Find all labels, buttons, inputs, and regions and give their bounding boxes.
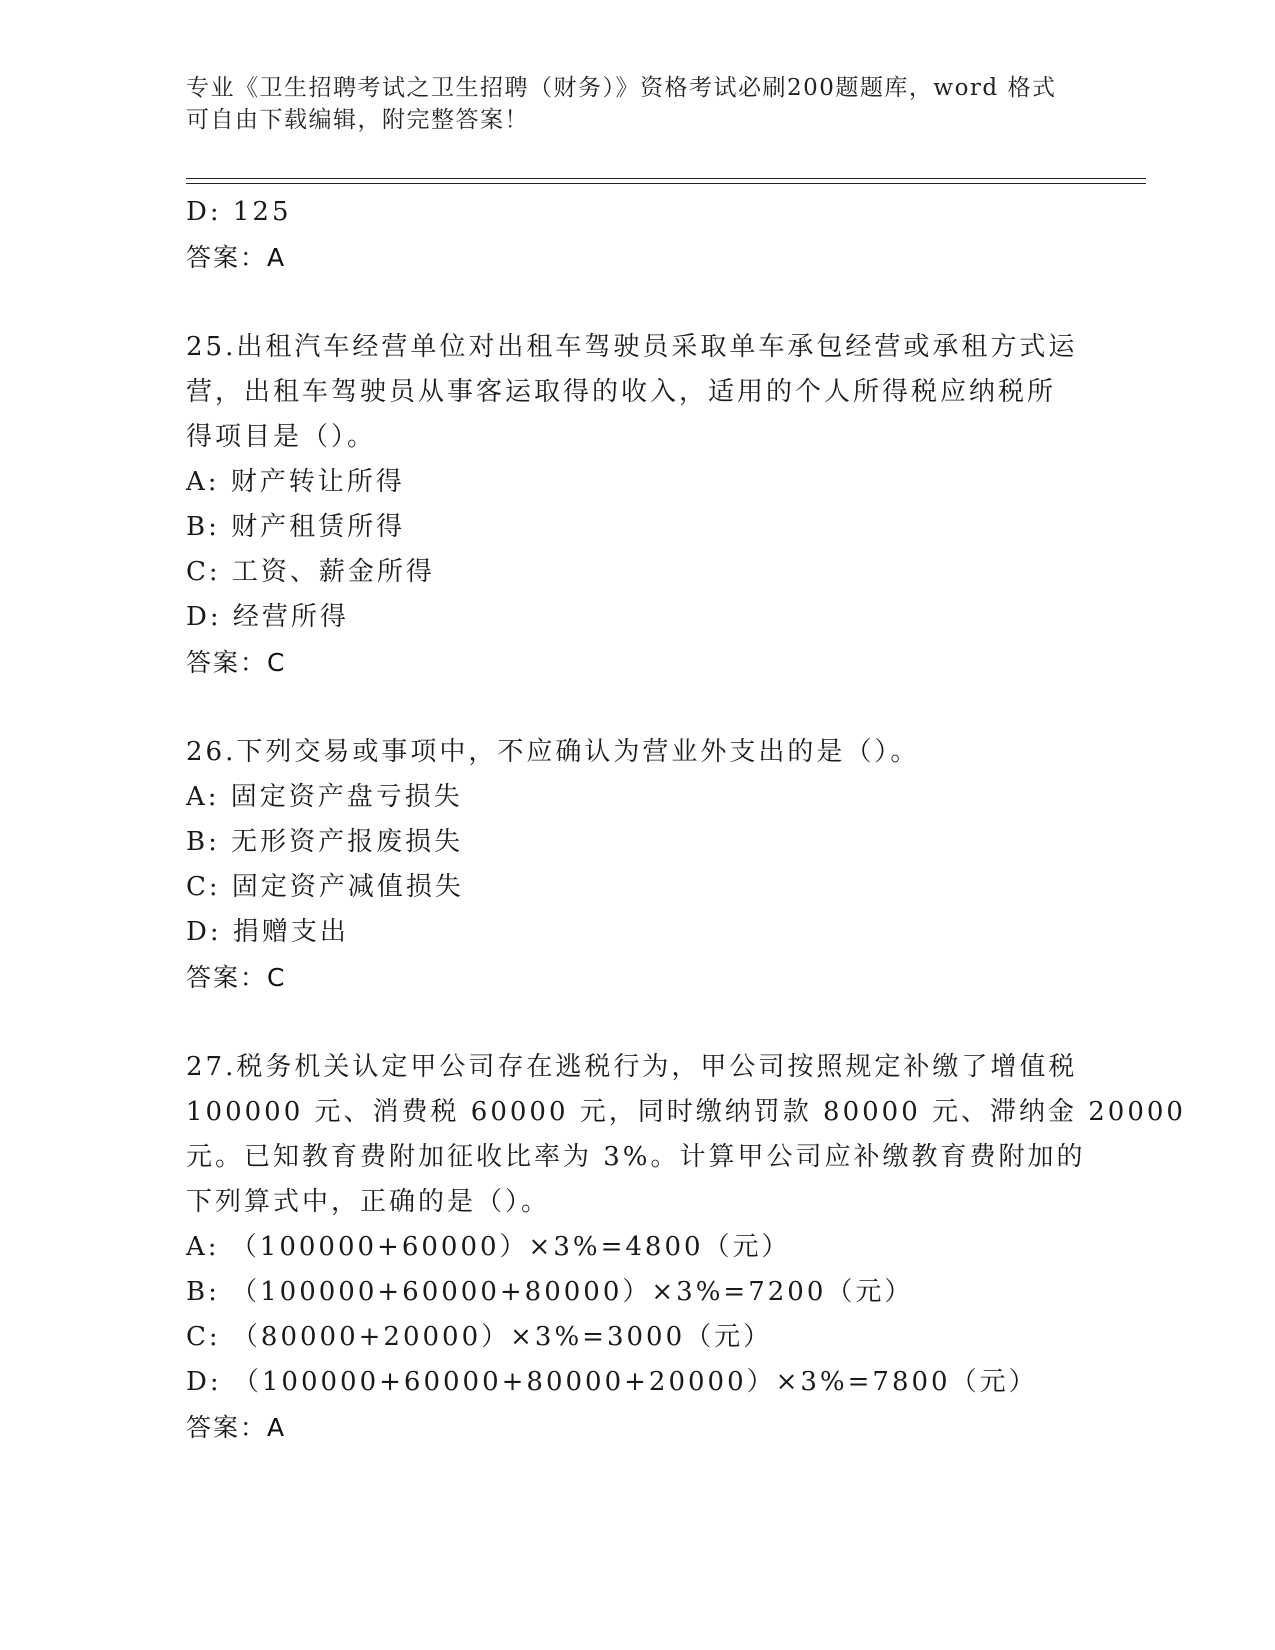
question-26 (186, 730, 1086, 1000)
spacer (186, 1000, 1086, 1045)
option-d: D: （100000+60000+80000+20000）×3%=7800（元） (186, 1367, 1038, 1397)
spacer (186, 685, 1086, 730)
question-stem: 27.税务机关认定甲公司存在逃税行为，甲公司按照规定补缴了增值税 (186, 1052, 1078, 1082)
option-c: C: （80000+20000）×3%=3000（元） (186, 1322, 773, 1352)
answer: 答案：A (186, 243, 287, 272)
option-b: B: （100000+60000+80000）×3%=7200（元） (186, 1277, 914, 1307)
previous-question-tail (186, 190, 1086, 280)
answer: 答案：A (186, 1413, 287, 1442)
question-27 (186, 1045, 1186, 1450)
question-stem: 100000 元、消费税 60000 元，同时缴纳罚款 80000 元、滞纳金 20000 (186, 1097, 1186, 1127)
option-d: D: 捐赠支出 (186, 917, 349, 947)
header-line-1: 专业《卫生招聘考试之卫生招聘（财务）》资格考试必刷200题题库，word 格式 (186, 75, 1057, 101)
question-stem: 26.下列交易或事项中，不应确认为营业外支出的是（）。 (186, 737, 920, 767)
header-rule-bottom (186, 183, 1146, 184)
answer: 答案：C (186, 648, 287, 677)
page-header (186, 72, 1066, 136)
option-c: C: 工资、薪金所得 (186, 557, 435, 587)
option-b: B: 财产租赁所得 (186, 512, 406, 542)
question-stem: 元。已知教育费附加征收比率为 3%。计算甲公司应补缴教育费附加的 (186, 1142, 1086, 1172)
option-d: D: 125 (186, 197, 292, 227)
option-d: D: 经营所得 (186, 602, 349, 632)
question-stem: 下列算式中，正确的是（）。 (186, 1187, 551, 1217)
question-stem: 得项目是（）。 (186, 422, 377, 452)
option-b: B: 无形资产报废损失 (186, 827, 464, 857)
header-rule-top (186, 178, 1146, 179)
option-a: A: 财产转让所得 (186, 467, 405, 497)
question-stem: 营，出租车驾驶员从事客运取得的收入，适用的个人所得税应纳税所 (186, 377, 1057, 407)
question-stem: 25.出租汽车经营单位对出租车驾驶员采取单车承包经营或承租方式运 (186, 332, 1078, 362)
option-a: A: 固定资产盘亏损失 (186, 782, 463, 812)
option-c: C: 固定资产减值损失 (186, 872, 464, 902)
option-a: A: （100000+60000）×3%=4800（元） (186, 1232, 791, 1262)
spacer (186, 280, 1086, 325)
document-body (186, 190, 1186, 1450)
header-line-2: 可自由下载编辑，附完整答案！ (186, 107, 529, 133)
question-25 (186, 325, 1086, 685)
answer: 答案：C (186, 963, 287, 992)
